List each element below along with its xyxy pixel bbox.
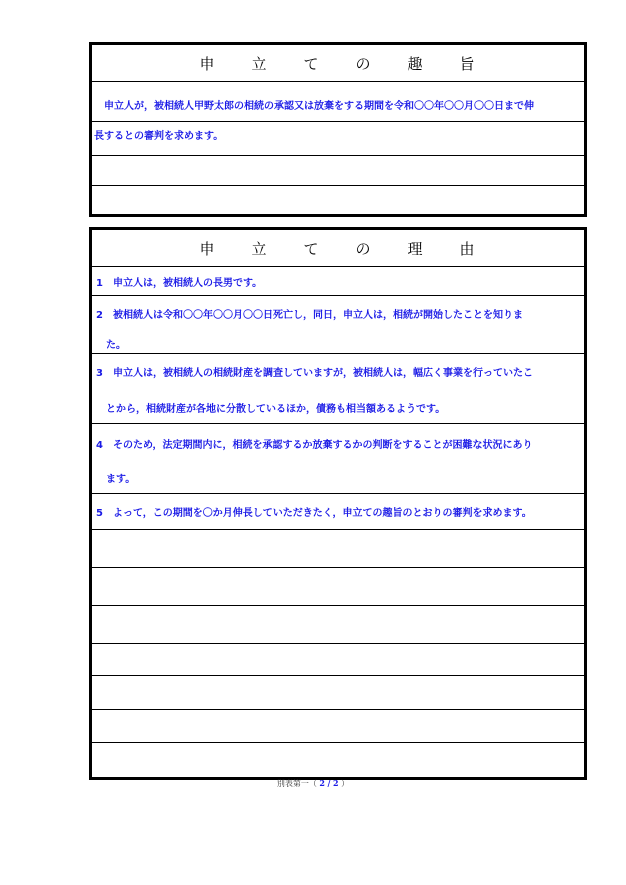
ruled-line — [92, 295, 584, 296]
ruled-line — [92, 185, 584, 186]
title-char: の — [355, 239, 373, 258]
reason-item-3-line-2: とから，相続財産が各地に分散しているほか，債務も相当額あるようです。 — [106, 404, 446, 415]
page-total: 2 — [333, 778, 339, 788]
reason-item-4-line-1: 4 そのため，法定期間内に，相続を承認するか放棄するかの判断をすることが困難な状況にあり — [96, 440, 533, 451]
ruled-line — [92, 353, 584, 354]
title-char: の — [355, 54, 373, 73]
ruled-line — [92, 675, 584, 676]
ruled-line — [92, 742, 584, 743]
petition-reasons-section — [89, 227, 587, 780]
title-char: 申 — [199, 239, 217, 258]
page-separator: / — [327, 778, 331, 788]
reason-item-1-line-1: 1 申立人は，被相続人の長男です。 — [96, 278, 263, 289]
footer-prefix: 別表第一（ — [276, 779, 317, 788]
ruled-line — [92, 709, 584, 710]
ruled-line — [92, 155, 584, 156]
title-char: て — [303, 54, 321, 73]
ruled-line — [92, 567, 584, 568]
ruled-line — [92, 493, 584, 494]
ruled-line — [92, 605, 584, 606]
footer-suffix: ） — [341, 779, 350, 788]
petition-gist-section — [89, 42, 587, 217]
reason-item-5-line-1: 5 よって，この期間を〇か月伸長していただきたく，申立ての趣旨のとおりの審判を求めます。 — [96, 508, 532, 519]
title-char: 由 — [459, 239, 477, 258]
gist-line-2: 長するとの審判を求めます。 — [94, 131, 224, 142]
petition-gist-title — [92, 45, 584, 82]
title-char: 旨 — [459, 54, 477, 73]
reason-item-4-line-2: ます。 — [106, 474, 136, 485]
reason-item-3-line-1: 3 申立人は，被相続人の相続財産を調査していますが，被相続人は，幅広く事業を行っていたこ — [96, 368, 533, 379]
title-char: 立 — [251, 239, 269, 258]
title-char: 趣 — [407, 54, 425, 73]
petition-reasons-title — [92, 230, 584, 267]
ruled-line — [92, 121, 584, 122]
gist-line-1: 申立人が，被相続人甲野太郎の相続の承認又は放棄をする期間を令和〇〇年〇〇月〇〇日まで伸 — [104, 101, 534, 112]
title-char: て — [303, 239, 321, 258]
reason-item-2-line-1: 2 被相続人は令和〇〇年〇〇月〇〇日死亡し，同日，申立人は，相続が開始したことを知りま — [96, 310, 523, 321]
page-footer — [0, 778, 626, 789]
page-number: 2 — [319, 778, 325, 788]
title-char: 立 — [251, 54, 269, 73]
title-char: 理 — [407, 239, 425, 258]
ruled-line — [92, 423, 584, 424]
reason-item-2-line-2: た。 — [106, 340, 126, 351]
ruled-line — [92, 643, 584, 644]
title-char: 申 — [199, 54, 217, 73]
ruled-line — [92, 529, 584, 530]
